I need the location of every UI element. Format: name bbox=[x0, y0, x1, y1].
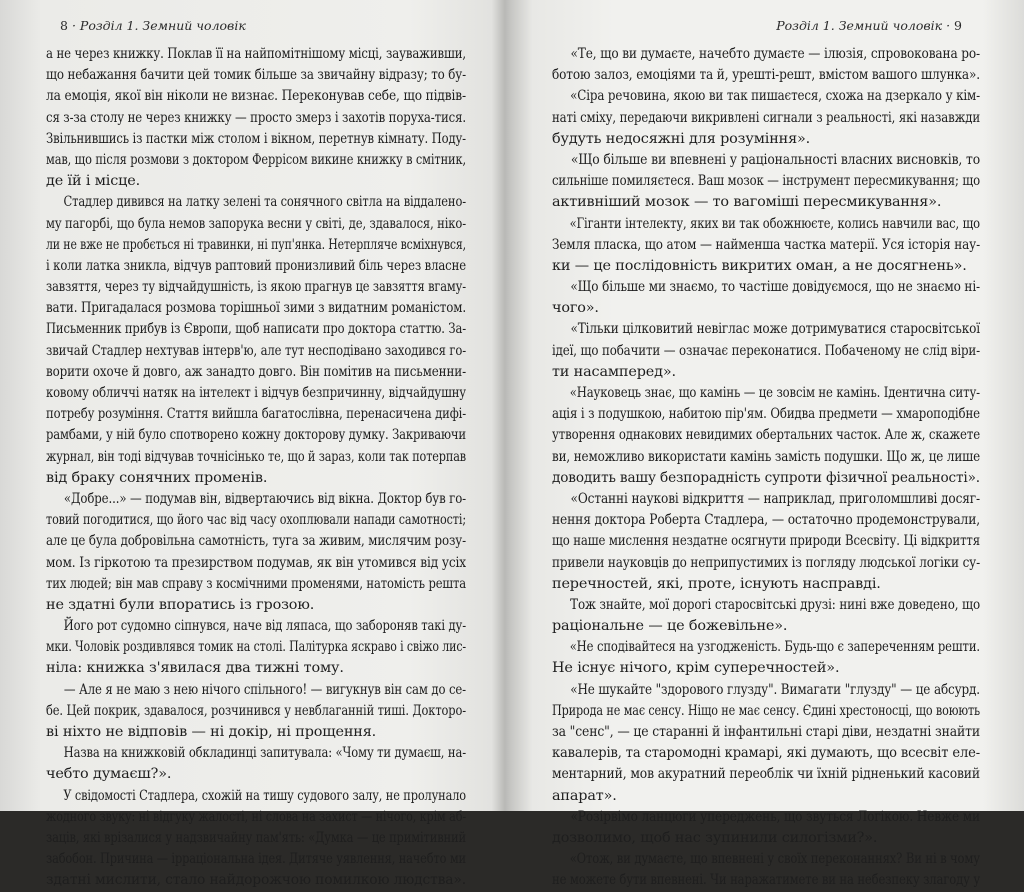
text-line: Звільнившись із пастки між столом і вікном, перетнув кімнату. Поду- bbox=[46, 130, 466, 147]
text-line: Його рот судомно сіпнувся, наче від ляпаса, що забороняв такі ду- bbox=[63, 618, 466, 635]
text-line: а не через книжку. Поклав її на найпомітнішому місці, зауваживши, bbox=[46, 46, 466, 62]
text-line: ворити охоче й довго, аж занадто довго. Він помітив на письменни- bbox=[46, 363, 466, 380]
text-line: «Останні наукові відкриття — наприклад, приголомшливі досяг- bbox=[570, 490, 980, 507]
text-line: і коли латка зникла, відчув раптовий пронизливий біль через власне bbox=[46, 257, 466, 274]
text-line: — Але я не маю з нею нічого спільного! — вигукнув він сам до се- bbox=[63, 681, 466, 698]
chapter-title-right: Розділ 1. Земний чоловік bbox=[776, 18, 943, 33]
text-line: «Що більше ми знаємо, то частіше довідуємося, що не знаємо ні- bbox=[570, 279, 980, 296]
text-line: «Не шукайте "здорового глузду". Вимагати "глузду" — це абсурд. bbox=[570, 681, 980, 698]
right-page bbox=[512, 0, 1024, 889]
text-line: ація і з подушкою, набитою пір'ям. Обидва предмети — хмароподібне bbox=[552, 406, 981, 423]
text-line: сильніше помиляєтеся. Ваш мозок — інструмент пересмикування; що bbox=[552, 173, 981, 190]
text-line: ментарний, мов акуратний переоблік чи їхній рідненький касовий bbox=[552, 766, 981, 783]
text-line: будуть недосяжні для розуміння». bbox=[552, 130, 811, 147]
text-line: апарат». bbox=[552, 787, 617, 804]
text-line: активніший мозок — то вагоміші пересмикування». bbox=[552, 194, 942, 211]
text-line: ідеї, що побачити — означає переконатися. Побаченому не слід віри- bbox=[552, 342, 981, 359]
text-line: товий погодитися, що його час від часу охоплювали напади самотності; bbox=[46, 512, 466, 529]
text-line: жодного звуку: ні відгуку жалості, ні слова на захист — нічого, крім аб- bbox=[46, 808, 467, 825]
text-line: «Те, що ви думаєте, начебто думаєте — ілюзія, спровокована ро- bbox=[570, 46, 981, 62]
text-line: не можете бути впевнені. Чи наражатимете ви на небезпеку злагоду у bbox=[552, 872, 981, 889]
running-header-left bbox=[60, 18, 246, 33]
running-header-right bbox=[776, 18, 962, 33]
left-body-text bbox=[46, 44, 466, 892]
text-line: звичай Стадлер нехтував інтерв'ю, але тут несподівано заходився го- bbox=[46, 342, 466, 359]
text-line: де їй і місце. bbox=[46, 173, 140, 190]
text-line: але це була добровільна самотність, туга за живим, мислячим розу- bbox=[46, 533, 467, 550]
text-line: здатні мислити, стало найдорожчою помилкою людства». bbox=[46, 872, 466, 889]
text-line: від браку сонячних променів. bbox=[46, 469, 268, 486]
text-line: ки — це послідовність викритих оман, а не досягнень». bbox=[552, 257, 967, 274]
text-line: ти насамперед». bbox=[552, 363, 676, 380]
text-line: що наше мислення нездатне осягнути природи Всесвіту. Ці відкриття bbox=[552, 533, 981, 550]
text-line: мом. Із гіркотою та презирством подумав, як він утомився від усіх bbox=[46, 554, 466, 571]
text-line: заців, які врізалися у надзвичайну пам'ять: «Думка — це примітивний bbox=[46, 829, 467, 846]
text-line: перечностей, які, проте, існують насправді. bbox=[552, 575, 881, 592]
text-line: не здатні були впоратись із грозою. bbox=[46, 596, 315, 613]
chapter-title-left: Розділ 1. Земний чоловік bbox=[79, 18, 246, 33]
text-line: «Науковець знає, що камінь — це зовсім не камінь. Ідентична ситу- bbox=[569, 385, 980, 401]
text-line: ла емоція, якої він ніколи не визнає. Переконував себе, що підвів- bbox=[46, 88, 467, 105]
page-number-right: 9 bbox=[954, 18, 962, 33]
text-line: доводить вашу безпорадність супроти фізичної реальності». bbox=[552, 469, 980, 486]
text-line: кавалерів, та старомодні крамарі, які думають, що всесвіт еле- bbox=[552, 745, 981, 762]
text-line: Земля пласка, що атом — найменша частка матерії. Уся історія нау- bbox=[552, 236, 980, 253]
text-line: ві ніхто не відповів — ні докір, ні прощення. bbox=[46, 724, 377, 740]
page-number-left: 8 bbox=[60, 18, 68, 33]
text-line: чебто думаєш?». bbox=[46, 766, 172, 783]
text-line: чого». bbox=[552, 300, 599, 317]
text-line: «Отож, ви думаєте, що впевнені у своїх переконаннях? Ви ні в чому bbox=[569, 851, 980, 868]
text-line: Письменник прибув із Європи, щоб написати про доктора статтю. За- bbox=[46, 321, 466, 338]
text-line: наті сміху, передаючи викривлені сигнали з реальності, які назавжди bbox=[552, 109, 981, 126]
right-body-text bbox=[552, 44, 980, 892]
text-line: ніла: книжка з'явилася два тижні тому. bbox=[46, 660, 344, 677]
text-line: забобон. Причина — ірраціональна ідея. Дитяче уявлення, начебто ми bbox=[46, 851, 466, 868]
text-line: му пагорбі, що була немов запорука весни у світі, де, здавалося, ніко- bbox=[46, 215, 466, 232]
text-line: вати. Пригадалася розмова торішньої зими з видатним романістом. bbox=[46, 300, 467, 317]
text-line: що небажання бачити цей томик більше за звичайну відразу; то бу- bbox=[46, 67, 467, 84]
text-line: «Розірвімо ланцюги упереджень, що звуться Логікою. Невже ми bbox=[570, 808, 981, 825]
text-line: ботою залоз, емоціями та й, урешті-решт, вмістом вашого шлунка». bbox=[552, 67, 980, 84]
text-line: за "сенс", — це старанні й інфантильні старі діви, нездатні знайти bbox=[552, 724, 981, 740]
text-line: журнал, він тоді відчував точнісінько те, що й зараз, коли так потерпав bbox=[46, 448, 467, 465]
text-line: ковому обличчі натяк на інтелект і відчув безпричинну, відчайдушну bbox=[46, 385, 466, 401]
text-line: тих людей; він мав справу з космічними променями, натомість решта bbox=[46, 575, 466, 592]
text-line: «Добре...» — подумав він, відвертаючись від вікна. Доктор був го- bbox=[63, 490, 466, 507]
text-line: «Що більше ви впевнені у раціональності власних висновків, то bbox=[570, 151, 981, 168]
text-line: завзяття, через ту відчайдушність, із якою прагнув це завзяття вгаму- bbox=[46, 279, 467, 296]
text-line: раціональне — це божевільне». bbox=[552, 618, 788, 635]
text-line: Природа не має сенсу. Ніщо не має сенсу. Єдині хрестоносці, що воюють bbox=[552, 702, 981, 719]
text-line: мав, що після розмови з доктором Феррісом викине книжку в смітник, bbox=[46, 151, 466, 168]
text-line: Не існує нічого, крім суперечностей». bbox=[552, 660, 840, 677]
text-line: У свідомості Стадлера, схожій на тишу судового залу, не пролунало bbox=[63, 787, 466, 804]
text-line: бе. Цей покрик, здавалося, розчинився у невблаганній тиші. Докторо- bbox=[46, 702, 467, 719]
header-separator-left: · bbox=[71, 18, 76, 33]
text-line: «Тільки цілковитий невіглас може дотримуватися старосвітської bbox=[570, 321, 981, 338]
text-line: «Гіганти інтелекту, яких ви так обожнюєте, колись навчили вас, що bbox=[569, 215, 980, 232]
text-line: потребу розуміння. Стаття вийшла багатослівна, перенасичена дифі- bbox=[46, 406, 467, 423]
text-line: нення доктора Роберта Стадлера, — остаточно продемонстрували, bbox=[552, 512, 981, 529]
text-line: «Не сподівайтеся на узгодженість. Будь-що є запереченням решти. bbox=[569, 639, 980, 656]
text-line: Тож знайте, мої дорогі старосвітські друзі: нині вже доведено, що bbox=[570, 596, 981, 613]
text-line: ли не вже не пробється ні травинки, ні пуп'янка. Нетерпляче всміхнувся, bbox=[46, 236, 466, 253]
text-line: мки. Чоловік роздивлявся томик на столі. Палітурка яскраво і свіжо лис- bbox=[46, 639, 467, 656]
text-line: ви, неможливо використати камінь замість подушки. Що ж, це лише bbox=[552, 448, 981, 465]
text-line: «Сіра речовина, якою ви так пишаєтеся, схожа на дзеркало у кім- bbox=[570, 88, 981, 105]
header-separator-right: · bbox=[946, 18, 951, 33]
text-line: привели науковців до неприпустимих із погляду людської логіки су- bbox=[552, 554, 981, 571]
text-line: утворення однакових невидимих обертальних часток. Але ж, скажете bbox=[552, 427, 980, 444]
text-line: ся з-за столу не через книжку — просто змерз і захотів поруха-тися. bbox=[46, 109, 466, 126]
left-page bbox=[0, 0, 505, 889]
text-line: Назва на книжковій обкладинці запитувала: «Чому ти думаєш, на- bbox=[63, 745, 466, 762]
text-line: рамбами, у ній було спотворено кожну докторову думку. Закриваючи bbox=[46, 427, 467, 444]
text-line: дозволимо, щоб нас зупинили силогізми?». bbox=[552, 829, 878, 846]
text-line: Стадлер дивився на латку зелені та сонячного світла на віддалено- bbox=[63, 194, 466, 211]
